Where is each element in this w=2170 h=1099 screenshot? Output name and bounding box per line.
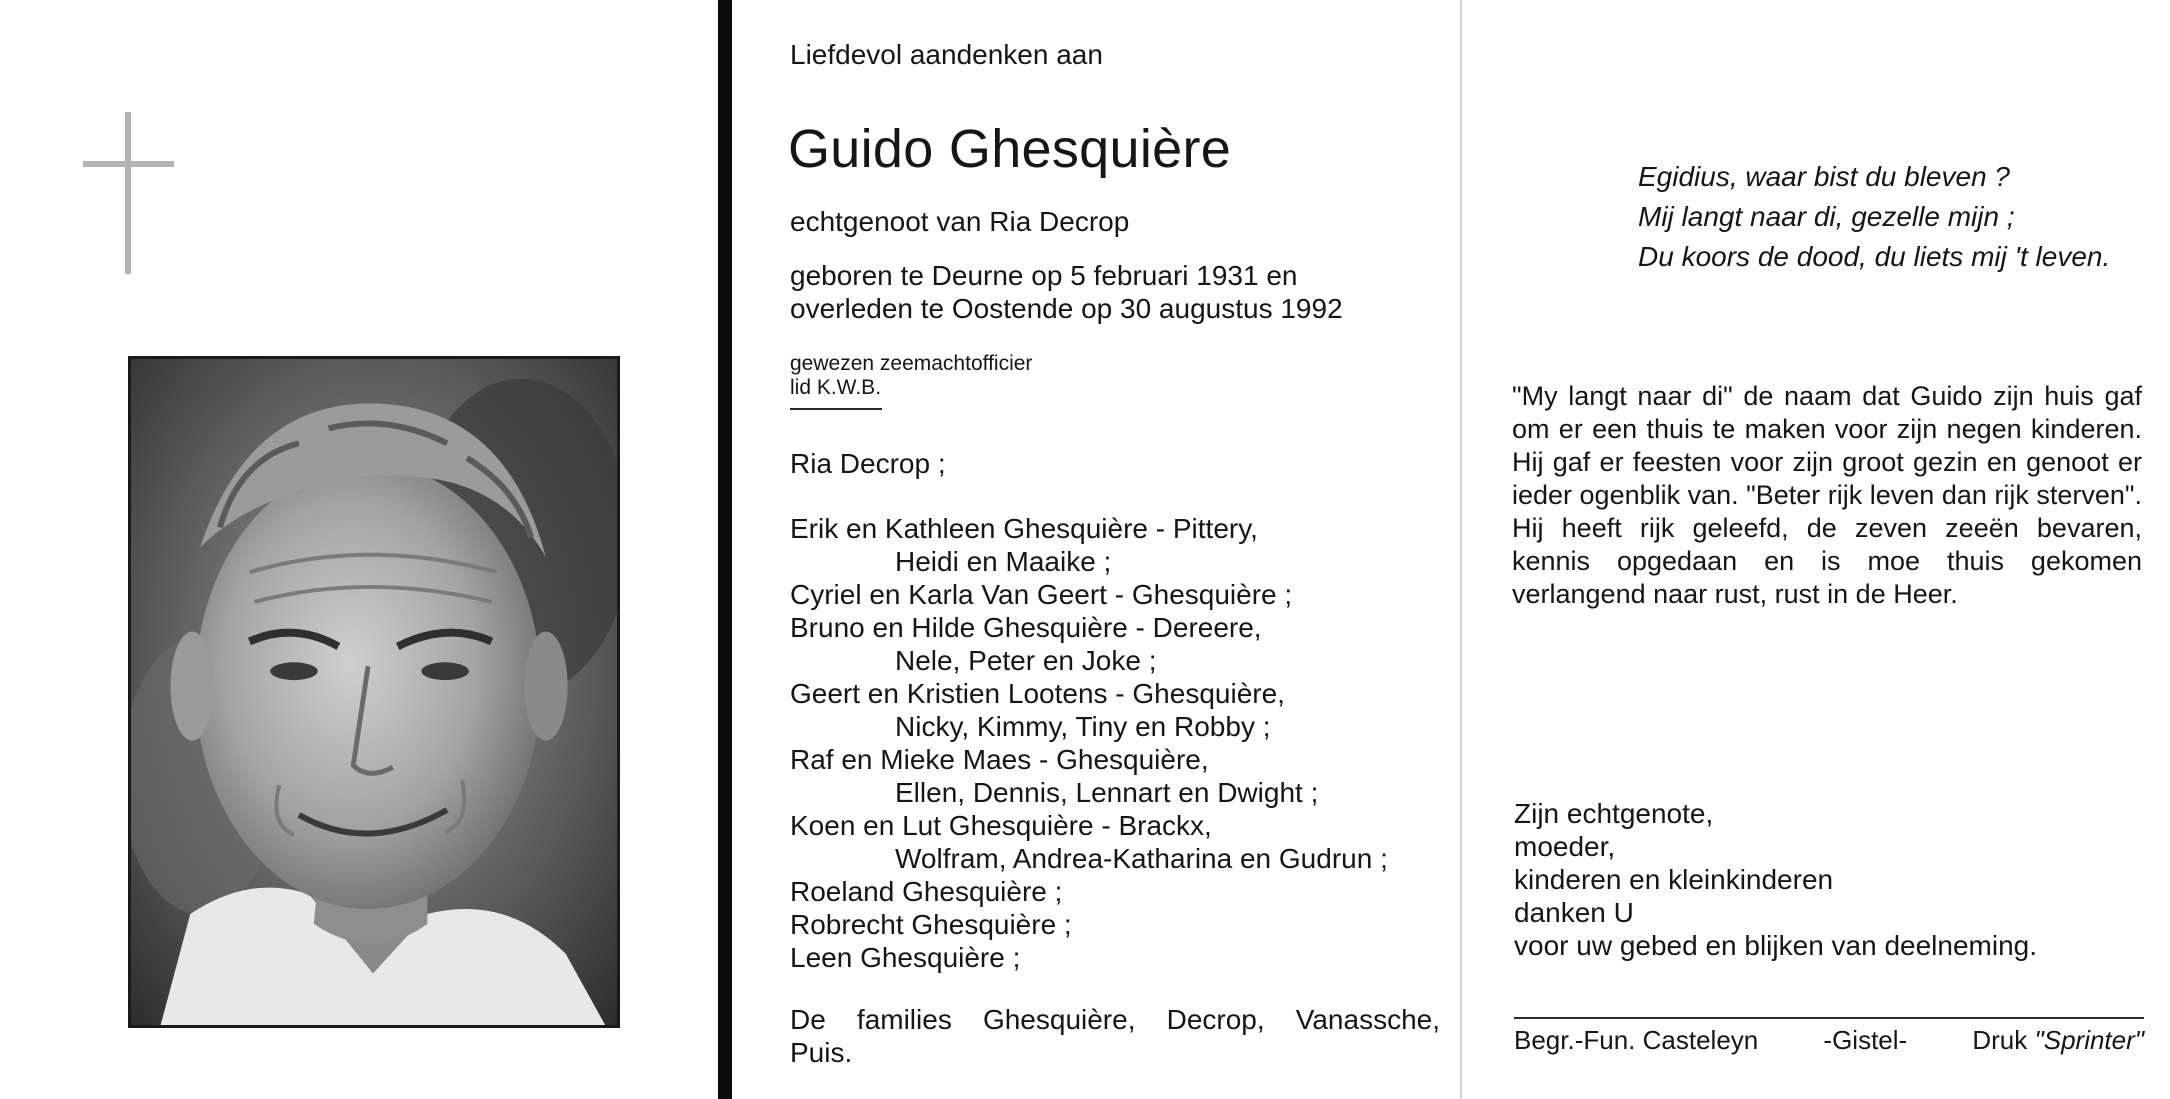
titles-text [790,352,1032,400]
title-line: gewezen zeemachtofficier [790,352,1033,375]
poem [1638,157,2110,277]
families-text [790,1003,1440,1069]
credits [1514,1024,2144,1057]
family-line: Bruno en Hilde Ghesquière - Dereere, [790,612,1262,643]
deceased-name: Guido Ghesquière [788,119,1232,179]
death-line: overleden te Oostende op 30 augustus 1992 [790,293,1343,324]
printer [1972,1024,2144,1057]
family-line: Geert en Kristien Lootens - Ghesquière, [790,678,1285,709]
left-panel [0,0,718,1099]
intro-text: Liefdevol aandenken aan [790,39,1103,70]
poem-line: Egidius, waar bist du bleven ? [1638,161,2010,192]
families-line: Puis. [790,1037,853,1068]
divider [1514,1017,2144,1019]
family-line: Roeland Ghesquière ; [790,876,1063,907]
families-line: De families Ghesquière, Decrop, Vanassche, [790,1004,1440,1035]
right-panel [1462,0,2170,1099]
family-line: Cyriel en Karla Van Geert - Ghesquière ; [790,579,1293,610]
family-line: Heidi en Maaike ; [895,546,1112,577]
middle-panel [732,0,1460,1099]
thanks-line: moeder, [1514,831,1616,862]
family-line: Nele, Peter en Joke ; [895,645,1157,676]
title-line: lid K.W.B. [790,376,882,399]
family-line: Erik en Kathleen Ghesquière - Pittery, [790,513,1258,544]
divider [790,408,882,410]
family-line: Nicky, Kimmy, Tiny en Robby ; [895,711,1271,742]
printer-name: "Sprinter" [2034,1025,2144,1055]
funeral-place: -Gistel- [1823,1025,1908,1055]
tribute-text: "My langt naar di" de naam dat Guido zijn huis gaf om er een thuis te maken voor zijn negen kinderen. Hij gaf er feesten voor zijn groot gezin en genoot er ieder ogenblik van. "Beter rijk leven dan rijk sterven". Hij heeft rijk geleefd, de zeven zeeën bevaren, kennis opgedaan en is moe thuis gekomen verlangend naar rust, rust in de Heer. [1512,381,2142,609]
family-list [790,512,1388,974]
thanks-line: danken U [1514,897,1634,928]
thanks-line: voor uw gebed en blijken van deelneming. [1514,930,2038,961]
portrait-image [131,359,617,1025]
widow-text: Ria Decrop ; [790,448,946,479]
family-line: Robrecht Ghesquière ; [790,909,1072,940]
funeral-director: Begr.-Fun. Casteleyn [1514,1025,1759,1055]
family-line: Leen Ghesquière ; [790,942,1021,973]
poem-line: Du koors de dood, du liets mij 't leven. [1638,241,2111,272]
family-line: Ellen, Dennis, Lennart en Dwight ; [895,777,1319,808]
birth-death-text [790,259,1343,325]
family-line: Raf en Mieke Maes - Ghesquière, [790,744,1209,775]
birth-line: geboren te Deurne op 5 februari 1931 en [790,260,1298,291]
family-line: Koen en Lut Ghesquière - Brackx, [790,810,1212,841]
poem-line: Mij langt naar di, gezelle mijn ; [1638,201,2015,232]
thanks-line: kinderen en kleinkinderen [1514,864,1834,895]
thanks-line: Zijn echtgenote, [1514,798,1714,829]
thanks-block [1474,797,2037,962]
printer-label: Druk [1972,1025,2028,1055]
portrait-photo [128,356,620,1028]
spouse-text: echtgenoot van Ria Decrop [790,206,1130,237]
card-spine [718,0,732,1099]
family-line: Wolfram, Andrea-Katharina en Gudrun ; [895,843,1388,874]
